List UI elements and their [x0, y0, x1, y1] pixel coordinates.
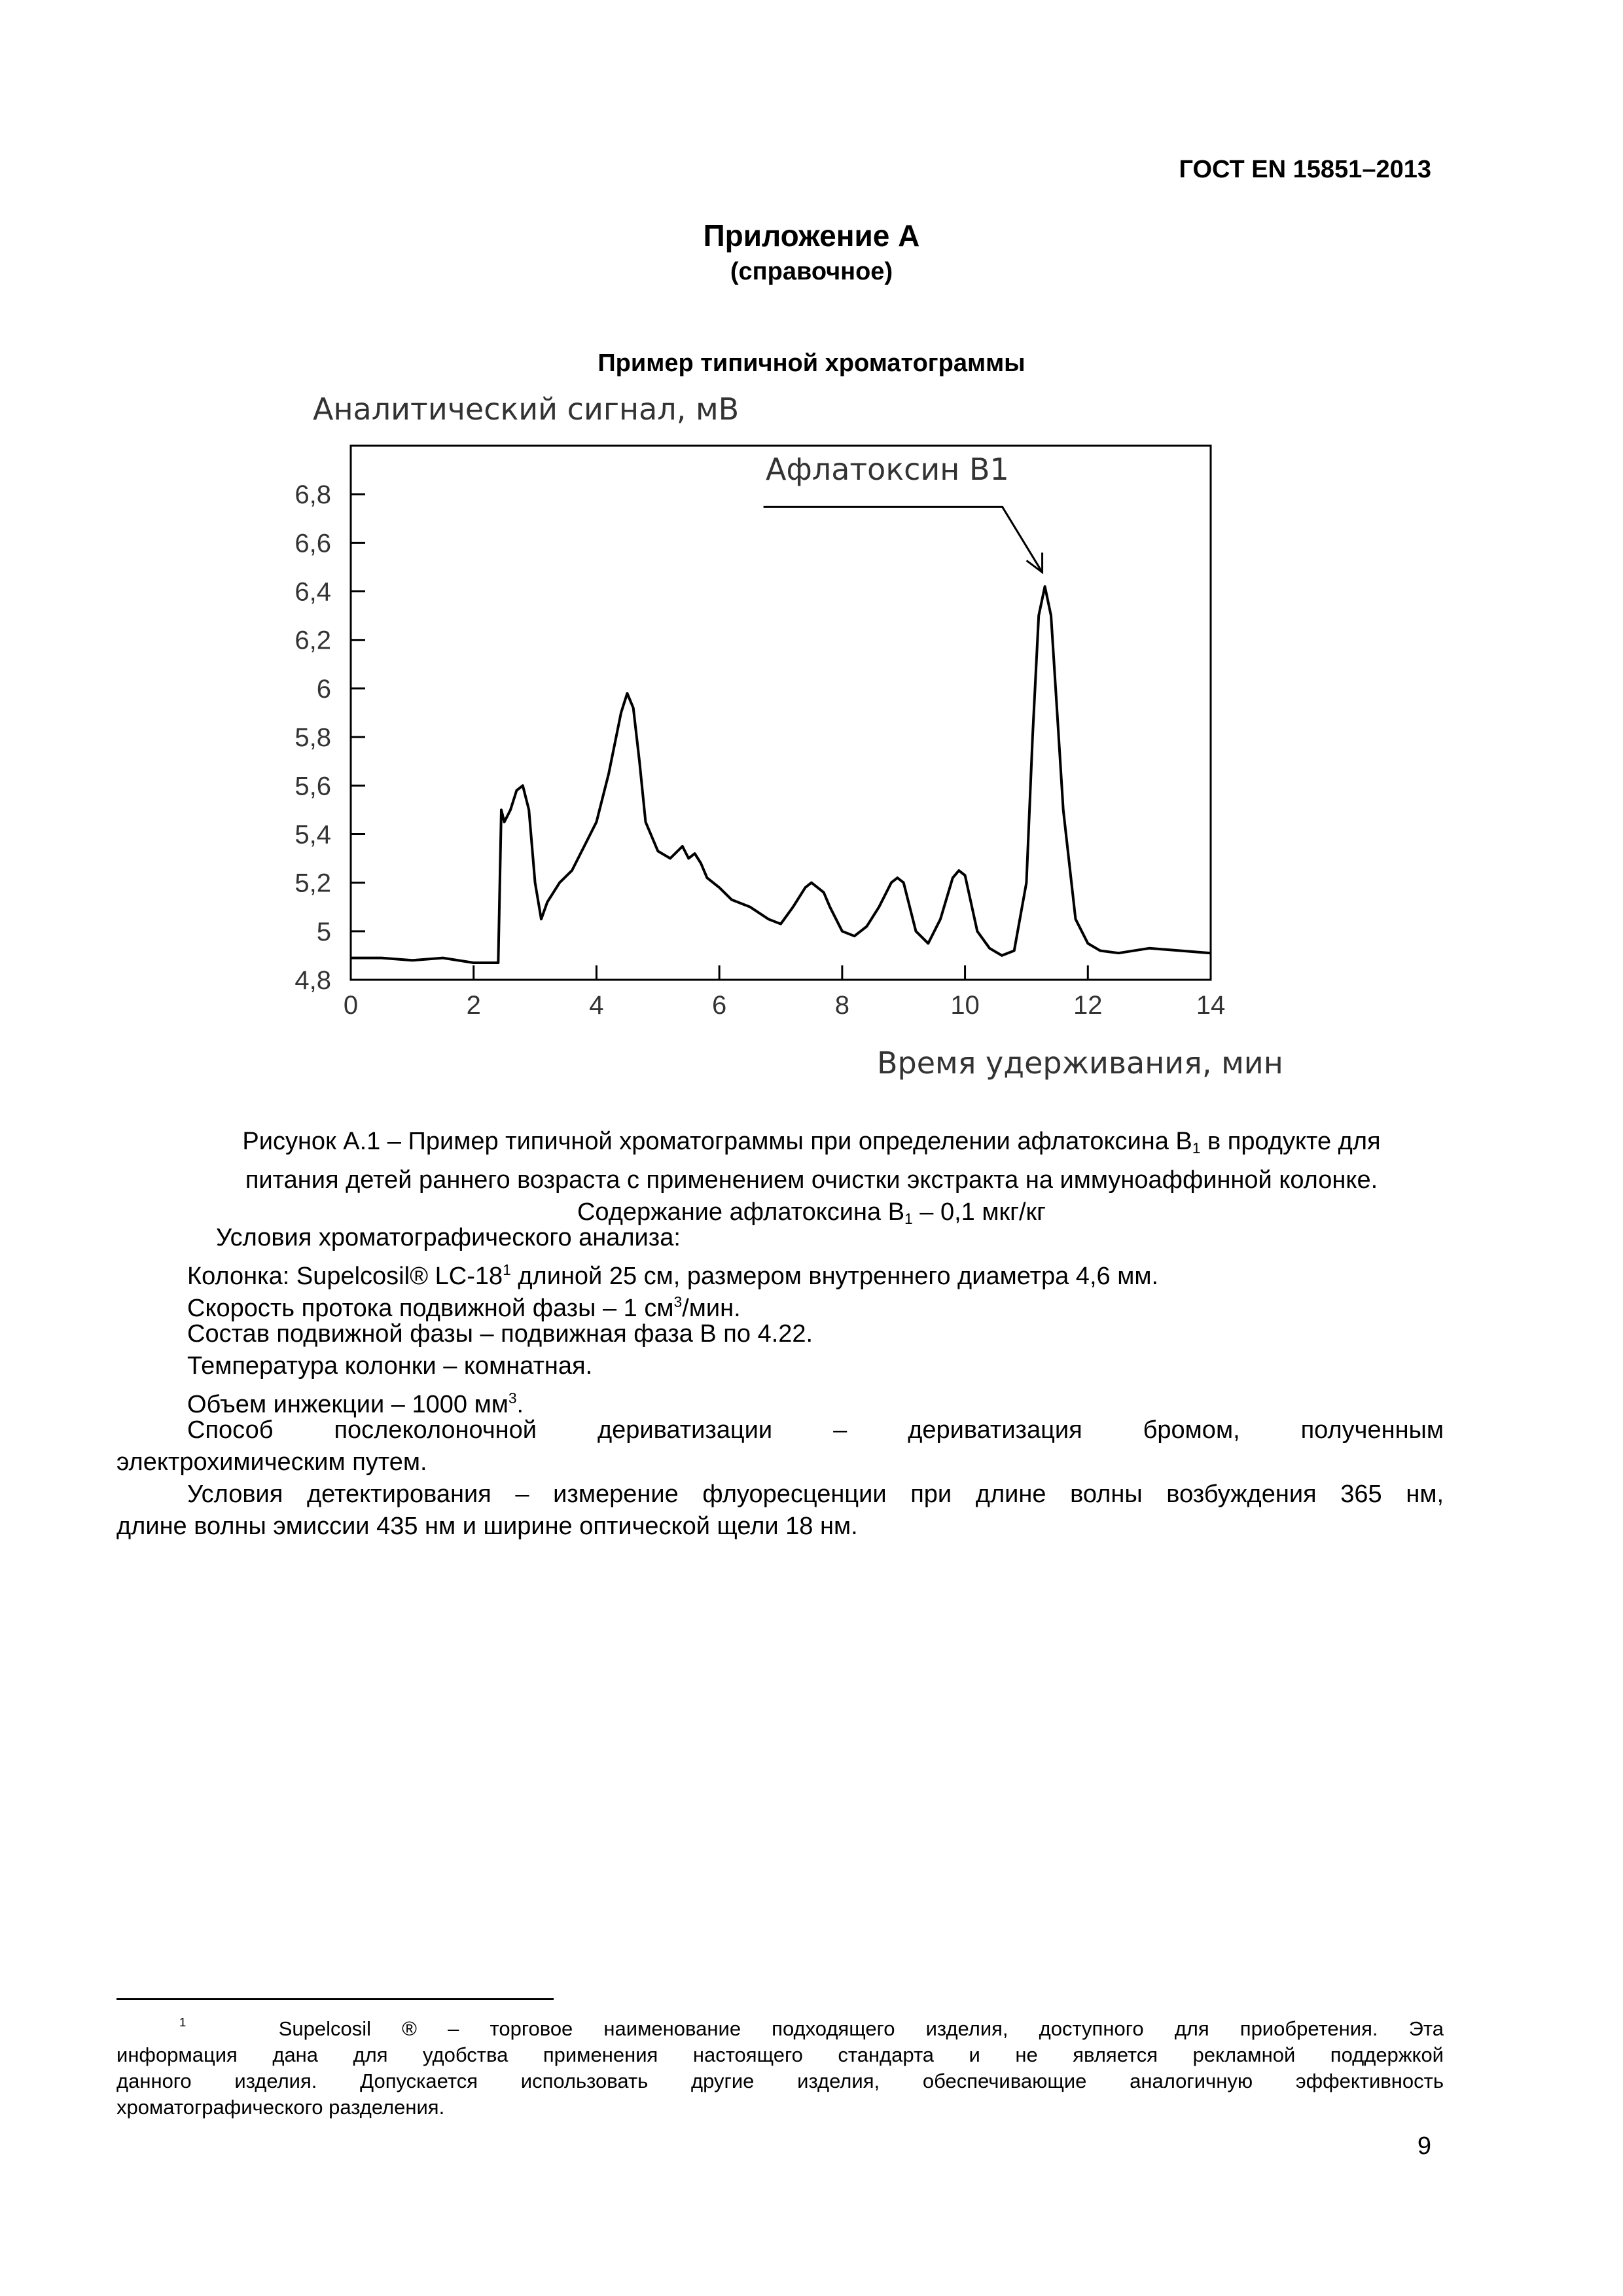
y-tick-label: 6,6	[294, 529, 331, 558]
footnote-ref: 1	[503, 1261, 511, 1278]
y-tick-label: 5	[316, 917, 331, 946]
caption-line-1	[111, 1126, 1512, 1164]
x-tick-label: 0	[343, 991, 359, 1020]
annotation-arrow	[1027, 552, 1043, 572]
annotation-leader	[764, 507, 1043, 572]
caption-subscript: 1	[1192, 1139, 1201, 1157]
y-axis-label: Аналитический сигнал, мВ	[313, 391, 740, 427]
condition-text: длиной 25 см, размером внутреннего диаметра 4,6 мм.	[510, 1263, 1158, 1290]
condition-text: Объем инжекции – 1000 мм	[187, 1391, 508, 1418]
caption-subscript: 1	[904, 1210, 913, 1227]
footnote-line-2: информация дана для удобства применения настоящего стандарта и не является рекламной поддержкой	[116, 2043, 1444, 2066]
x-tick-label: 12	[1073, 991, 1103, 1020]
condition-derivatization-line-1: Способ послеколоночной дериватизации – дериватизация бромом, полученным	[187, 1416, 1444, 1444]
plot-frame	[351, 446, 1211, 980]
condition-text: Колонка: Supelcosil® LC-18	[187, 1263, 503, 1290]
condition-text: Скорость протока подвижной фазы – 1 см	[187, 1295, 674, 1322]
annotation-label: Афлатоксин В1	[766, 452, 1009, 487]
x-tick-label: 6	[712, 991, 727, 1020]
x-tick-label: 10	[950, 991, 980, 1020]
condition-detection-line-2: длине волны эмиссии 435 нм и ширине оптической щели 18 нм.	[116, 1513, 858, 1540]
footnote-separator	[116, 1998, 554, 2000]
appendix-subtitle: (справочное)	[730, 258, 893, 285]
caption-text: в продукте для	[1200, 1128, 1381, 1155]
y-tick-label: 6,8	[294, 480, 331, 510]
y-tick-label: 5,4	[294, 820, 331, 850]
caption-text: Содержание афлатоксина В	[577, 1198, 905, 1226]
superscript: 3	[673, 1293, 683, 1310]
figure-title: Пример типичной хроматограммы	[597, 350, 1026, 377]
document-code: ГОСТ EN 15851–2013	[1179, 156, 1431, 183]
caption-text: Рисунок А.1 – Пример типичной хроматограммы при определении афлатоксина В	[242, 1128, 1192, 1155]
condition-derivatization-line-2: электрохимическим путем.	[116, 1448, 427, 1476]
x-axis-label: Время удерживания, мин	[877, 1045, 1283, 1081]
footnote-text: Supelcosil ® – торговое наименование подходящего изделия, доступного для приобретения. Эта	[278, 2017, 1444, 2040]
page-number: 9	[1417, 2132, 1431, 2160]
figure-caption	[111, 1126, 1512, 1235]
footnote	[116, 2009, 1444, 2121]
appendix-title: Приложение А	[703, 219, 920, 253]
condition-text: .	[516, 1391, 524, 1418]
footnote-line-1	[116, 2009, 1444, 2042]
x-tick-label: 8	[834, 991, 849, 1020]
y-tick-label: 6,2	[294, 626, 331, 655]
footnote-line-3: данного изделия. Допускается использовать другие изделия, обеспечивающие аналогичную эффективность	[116, 2070, 1444, 2092]
superscript: 3	[508, 1390, 517, 1407]
y-tick-label: 5,6	[294, 772, 331, 801]
x-tick-label: 2	[466, 991, 481, 1020]
x-tick-label: 14	[1196, 991, 1226, 1020]
signal-line	[351, 586, 1211, 963]
condition-detection-line-1: Условия детектирования – измерение флуоресценции при длине волны возбуждения 365 нм,	[187, 1480, 1444, 1508]
condition-mobile-phase: Состав подвижной фазы – подвижная фаза В по 4.22.	[187, 1320, 813, 1348]
condition-temperature: Температура колонки – комнатная.	[187, 1352, 593, 1380]
y-tick-label: 4,8	[294, 966, 331, 995]
x-tick-label: 4	[589, 991, 604, 1020]
y-tick-label: 5,2	[294, 869, 331, 898]
conditions-heading: Условия хроматографического анализа:	[216, 1224, 681, 1251]
footnote-marker: 1	[179, 2015, 187, 2029]
condition-text: /мин.	[682, 1295, 741, 1322]
y-tick-label: 6,4	[294, 577, 331, 607]
y-tick-label: 5,8	[294, 723, 331, 753]
footnote-line-4: хроматографического разделения.	[116, 2096, 445, 2119]
caption-line-2: питания детей раннего возраста с применением очистки экстракта на иммуноаффинной колонке.	[245, 1166, 1378, 1194]
caption-text: – 0,1 мкг/кг	[912, 1198, 1046, 1226]
chromatogram-chart	[255, 383, 1289, 1100]
y-tick-label: 6	[316, 674, 331, 704]
